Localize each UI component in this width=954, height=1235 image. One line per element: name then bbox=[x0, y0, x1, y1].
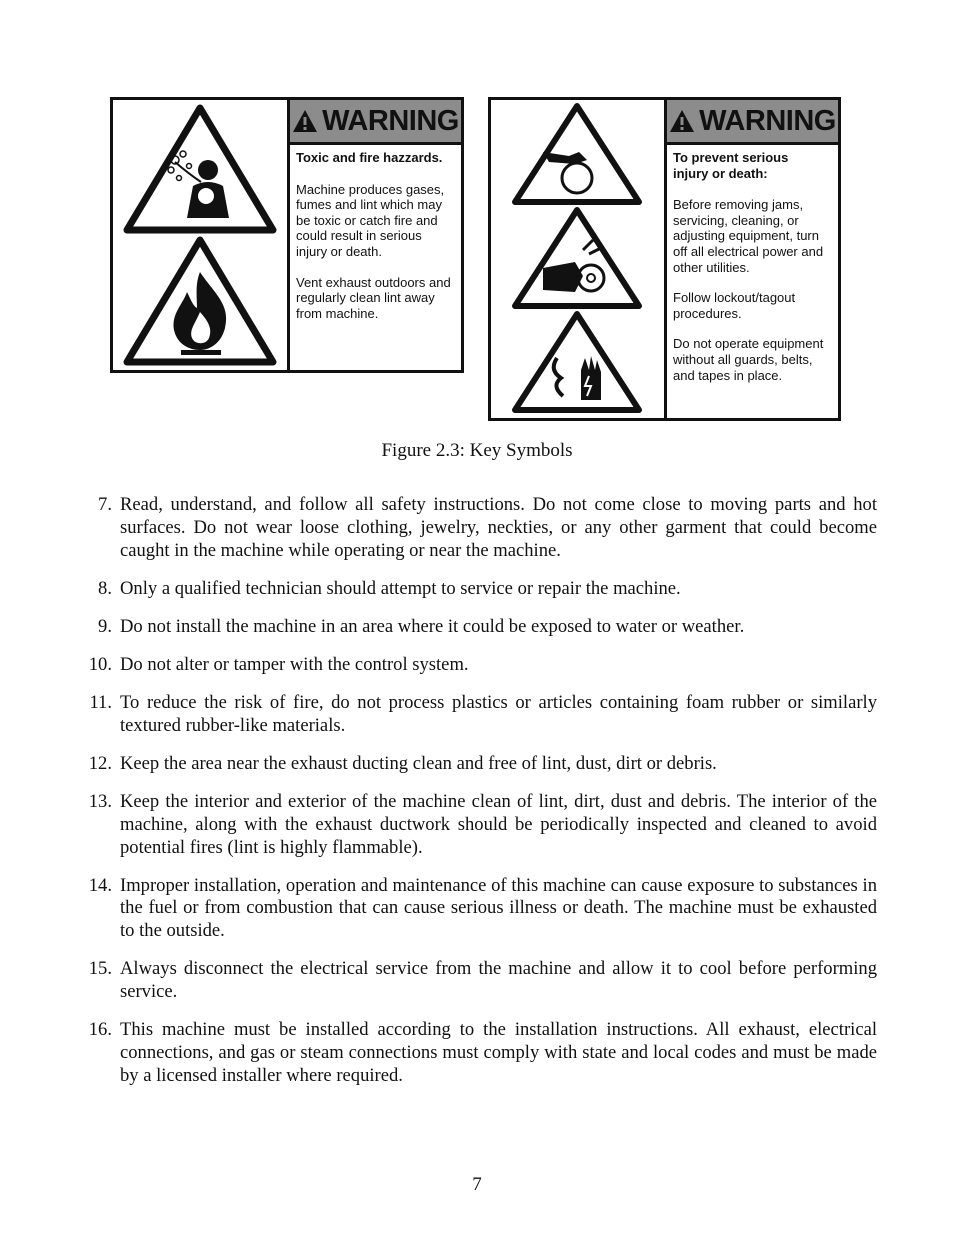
item-number: 9. bbox=[98, 615, 112, 637]
warning-label-toxic-fire bbox=[110, 97, 464, 373]
figure-caption: Figure 2.3: Key Symbols bbox=[381, 440, 573, 461]
warning-paragraph: Machine produces gases, fumes and lint which may be toxic or catch fire and could result in serious injury or death. bbox=[296, 181, 445, 259]
item-text: Always disconnect the electrical service from the machine and allow it to cool before performing service. bbox=[120, 958, 877, 1003]
item-number: 13. bbox=[88, 790, 112, 812]
item-text: Only a qualified technician should attempt to service or repair the machine. bbox=[120, 577, 681, 599]
item-text: This machine must be installed according to the installation instructions. All exhaust, electrical connections, and gas or steam connections must comply with state and local codes and must be made by a licensed installer where required. bbox=[120, 1019, 877, 1086]
hazard-icons bbox=[491, 100, 664, 418]
page-number: 7 bbox=[472, 1174, 482, 1195]
list-item bbox=[88, 958, 877, 1004]
item-text: To reduce the risk of fire, do not process plastics or articles containing foam rubber or similarly textured rubber-like materials. bbox=[120, 691, 877, 736]
item-number: 15. bbox=[88, 958, 112, 980]
warning-word: WARNING bbox=[699, 104, 836, 137]
safety-rules-list bbox=[88, 494, 877, 1103]
warning-paragraph: Before removing jams, servicing, cleaning, or adjusting equipment, turn off all electrical power and other utilities. bbox=[673, 197, 824, 275]
item-number: 11. bbox=[89, 691, 112, 713]
list-item bbox=[88, 653, 877, 677]
hand-caught-drum-icon bbox=[515, 106, 639, 202]
item-number: 10. bbox=[88, 653, 112, 675]
item-number: 16. bbox=[88, 1019, 112, 1041]
item-number: 12. bbox=[88, 752, 112, 774]
warning-paragraph: Vent exhaust outdoors and regularly clean lint away from machine. bbox=[296, 274, 451, 321]
hazard-icons-column bbox=[491, 100, 667, 418]
item-text: Keep the interior and exterior of the machine clean of lint, dirt, dust and debris. The interior of the machine, along with the exhaust ductwork should be periodically inspected and cleaned to avoid potential fires (lint is highly flammable). bbox=[120, 790, 877, 858]
list-item bbox=[88, 790, 877, 859]
warning-body bbox=[667, 145, 838, 383]
item-number: 14. bbox=[88, 874, 112, 896]
fire-icon bbox=[127, 240, 273, 362]
item-text: Read, understand, and follow all safety instructions. Do not come close to moving parts and hot surfaces. Do not wear loose clothing, jewelry, neckties, or any other garment that could become caught in the machine while operating or near the machine. bbox=[120, 494, 877, 561]
warning-text-column bbox=[290, 100, 461, 370]
warning-word: WARNING bbox=[322, 104, 459, 137]
list-item bbox=[98, 494, 877, 562]
warning-header bbox=[667, 100, 838, 145]
list-item bbox=[88, 752, 877, 776]
list-item bbox=[98, 615, 877, 639]
item-number: 8. bbox=[98, 577, 112, 599]
hand-in-rollers-icon bbox=[515, 210, 639, 306]
warning-text-column bbox=[667, 100, 838, 418]
item-text: Keep the area near the exhaust ducting clean and free of lint, dust, dirt or debris. bbox=[120, 752, 717, 774]
warning-header bbox=[290, 100, 461, 145]
warning-heading: To prevent serious injury or death: bbox=[673, 150, 789, 181]
warning-paragraph: Follow lockout/tagout procedures. bbox=[673, 290, 796, 321]
hazard-icons bbox=[113, 100, 287, 370]
warning-triangle-icon bbox=[669, 109, 695, 133]
electric-shock-hand-icon bbox=[515, 314, 639, 410]
warning-paragraph: Do not operate equipment without all guards, belts, and tapes in place. bbox=[673, 336, 824, 383]
hazard-icons-column bbox=[113, 100, 290, 370]
toxic-fumes-icon bbox=[127, 108, 273, 230]
warning-label-moving-parts bbox=[488, 97, 841, 421]
warning-heading: Toxic and fire hazzards. bbox=[296, 150, 443, 165]
item-number: 7. bbox=[98, 494, 112, 515]
list-item bbox=[88, 874, 877, 943]
item-text: Do not alter or tamper with the control system. bbox=[120, 653, 469, 675]
warning-body bbox=[290, 145, 461, 321]
list-item bbox=[89, 691, 877, 738]
list-item bbox=[88, 1019, 877, 1087]
item-text: Improper installation, operation and maintenance of this machine can cause exposure to substances in the fuel or from combustion that can cause serious illness or death. The machine must be exhausted to the outside. bbox=[120, 874, 877, 942]
list-item bbox=[98, 577, 877, 601]
warning-triangle-icon bbox=[292, 109, 318, 133]
item-text: Do not install the machine in an area where it could be exposed to water or weather. bbox=[120, 615, 745, 637]
